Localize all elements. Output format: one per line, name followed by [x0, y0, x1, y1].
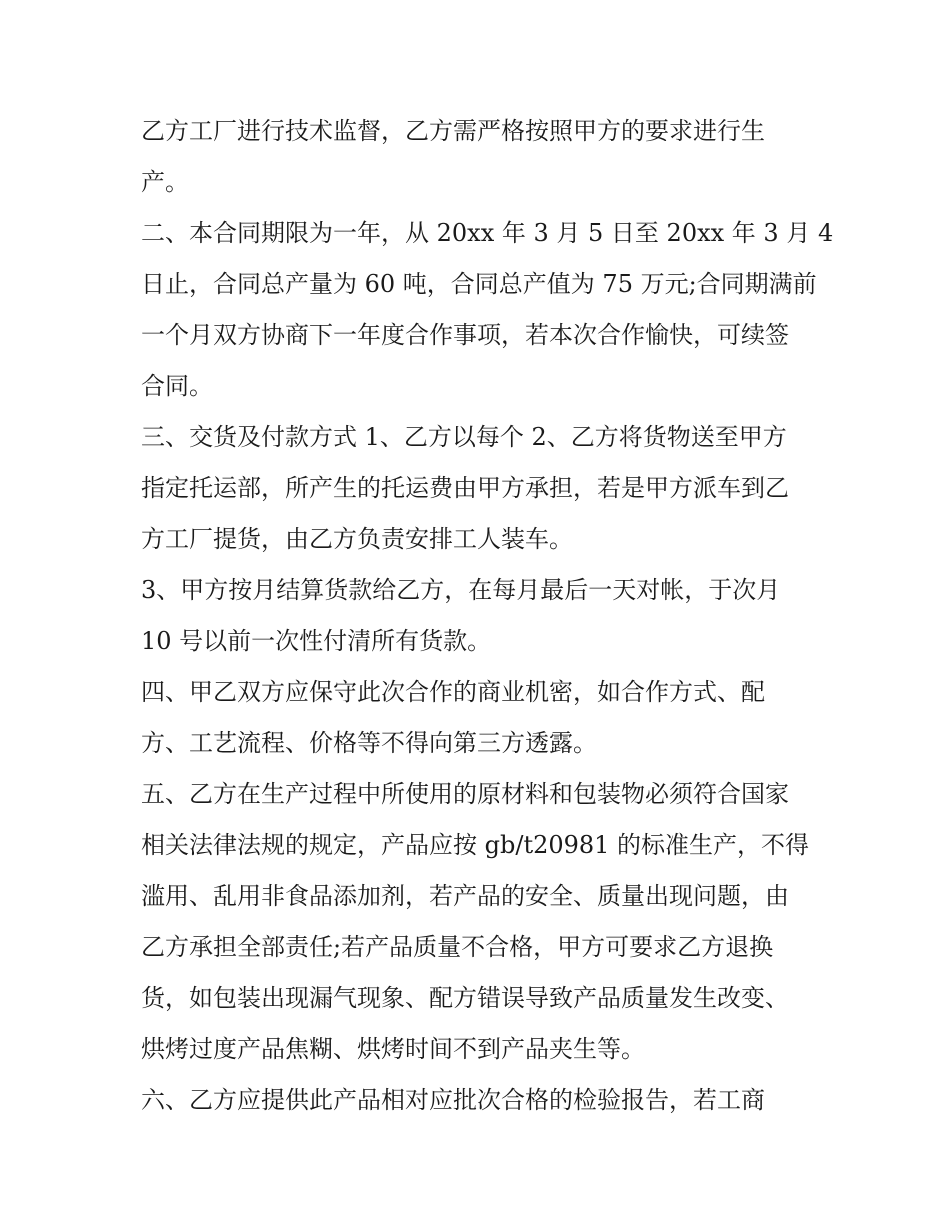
text-line: 三、交货及付款方式 1、乙方以每个 2、乙方将货物送至甲方 [141, 423, 787, 451]
text-line: 指定托运部，所产生的托运费由甲方承担，若是甲方派车到乙 [141, 474, 789, 502]
text-line: 乙方承担全部责任;若产品质量不合格，甲方可要求乙方退换 [141, 933, 774, 961]
document-body [141, 106, 834, 1126]
text-line: 3、甲方按月结算货款给乙方，在每月最后一天对帐，于次月 [141, 576, 781, 604]
text-line: 合同。 [141, 372, 213, 400]
text-line: 10 号以前一次性付清所有货款。 [141, 627, 492, 655]
text-line: 货，如包装出现漏气现象、配方错误导致产品质量发生改变、 [141, 984, 789, 1012]
text-line: 产。 [141, 168, 189, 196]
text-line: 一个月双方协商下一年度合作事项，若本次合作愉快，可续签 [141, 321, 789, 349]
text-line: 二、本合同期限为一年，从 20xx 年 3 月 5 日至 20xx 年 3 月 4 [141, 219, 834, 247]
text-line: 日止，合同总产量为 60 吨，合同总产值为 75 万元;合同期满前 [141, 270, 817, 298]
text-line: 四、甲乙双方应保守此次合作的商业机密，如合作方式、配 [141, 678, 765, 706]
text-line: 六、乙方应提供此产品相对应批次合格的检验报告，若工商 [141, 1086, 765, 1114]
text-line: 相关法律法规的规定，产品应按 gb/t20981 的标准生产，不得 [141, 831, 810, 859]
text-line: 烘烤过度产品焦糊、烘烤时间不到产品夹生等。 [141, 1035, 645, 1063]
text-line: 方、工艺流程、价格等不得向第三方透露。 [141, 729, 597, 757]
text-line: 乙方工厂进行技术监督，乙方需严格按照甲方的要求进行生 [141, 117, 765, 145]
text-line: 方工厂提货，由乙方负责安排工人装车。 [141, 525, 573, 553]
text-line: 五、乙方在生产过程中所使用的原材料和包装物必须符合国家 [141, 780, 789, 808]
text-line: 滥用、乱用非食品添加剂，若产品的安全、质量出现问题，由 [141, 882, 789, 910]
